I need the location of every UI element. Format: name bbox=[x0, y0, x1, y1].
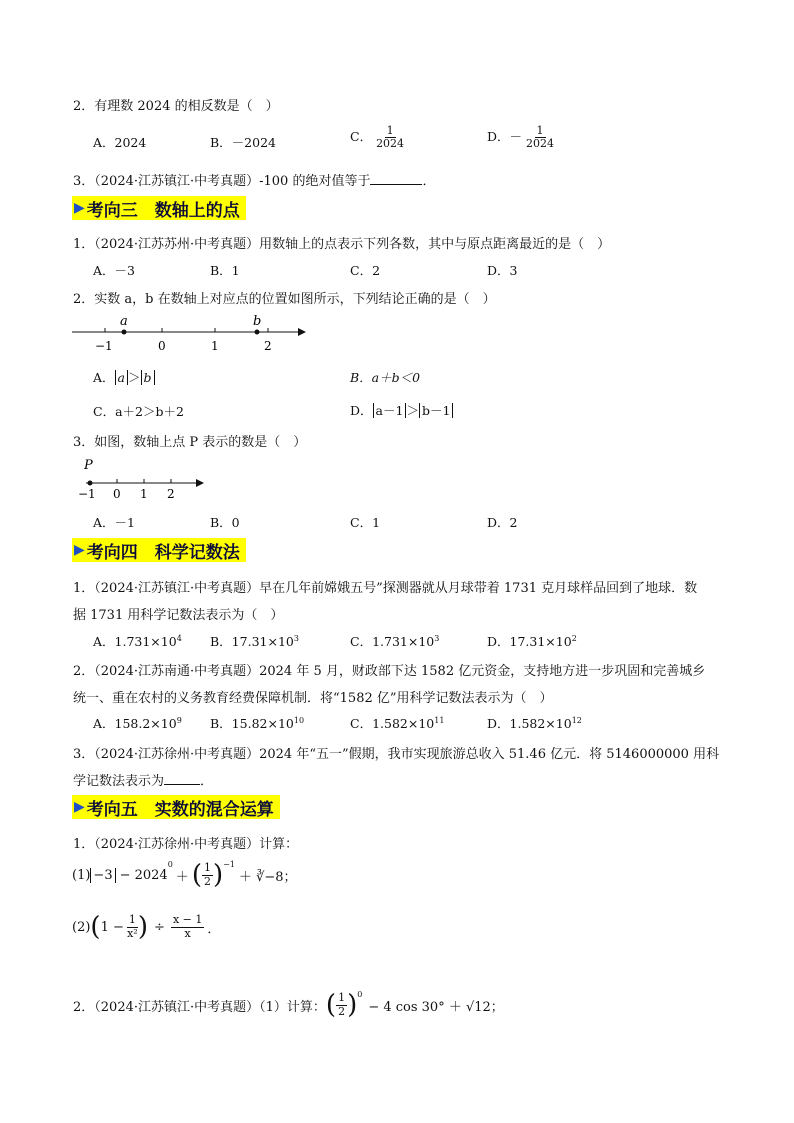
point-p-label: P bbox=[84, 458, 93, 473]
option-d bbox=[487, 125, 554, 150]
point-a bbox=[122, 330, 127, 335]
option-label: C． bbox=[350, 129, 373, 145]
question-stem: 1．（2024·江苏镇江·中考真题）早在几年前嫦娥五号”探测器就从月球带着 1731 克月球样品回到了地球．数 bbox=[73, 581, 698, 596]
option-d: D． a－1 ＞ b－1 bbox=[350, 401, 453, 419]
option-b: B．－2024 bbox=[210, 135, 276, 150]
tick-label: 0 bbox=[158, 339, 166, 353]
option-b: B．0 bbox=[210, 515, 240, 530]
option-b: B．$15.82\times 10^{10}$ bbox=[210, 715, 305, 731]
question-stem: 2．（2024·江苏南通·中考真题）2024 年 5 月，财政部下达 1582 亿元资金，支持地方进一步巩固和完善城乡 bbox=[73, 664, 706, 679]
fraction: $\frac{1}{2024}$ bbox=[526, 124, 555, 151]
option-d: D．2 bbox=[487, 515, 518, 530]
option-c: C．a＋2＞b＋2 bbox=[93, 404, 184, 419]
option-d: D．$1.582\times 10^{12}$ bbox=[487, 715, 582, 731]
question-stem-cont: 学记数法表示为 ． bbox=[73, 774, 214, 789]
option-c: C．1 bbox=[350, 515, 381, 530]
option-d: D．$17.31\times 10^2$ bbox=[487, 633, 577, 649]
number-line bbox=[72, 455, 212, 501]
tick-label: 0 bbox=[113, 487, 121, 501]
tick-label: 2 bbox=[167, 487, 175, 501]
triangle-icon: ▶ bbox=[74, 542, 85, 558]
question-stem: 2．实数 a，b 在数轴上对应点的位置如图所示，下列结论正确的是（ ） bbox=[73, 292, 496, 307]
option-c: C．$1.731\times 10^3$ bbox=[350, 633, 440, 649]
question-stem-cont: 统一、重在农村的义务教育经费保障机制．将“1582 亿”用科学记数法表示为（ ） bbox=[73, 691, 553, 706]
option-c bbox=[350, 125, 404, 150]
triangle-icon: ▶ bbox=[74, 200, 85, 216]
tick-label: 1 bbox=[140, 487, 148, 501]
triangle-icon: ▶ bbox=[74, 799, 85, 815]
point-p bbox=[88, 481, 93, 486]
question-stem: 2．（2024·江苏镇江·中考真题）（1）计算： ( $\frac{1}{2}$ ) $^0$ − 4 cos 30° ＋ √12 ； bbox=[73, 990, 504, 1020]
option-a: A． a ＞ b bbox=[93, 368, 155, 386]
answer-blank bbox=[164, 784, 200, 785]
tick-label: 2 bbox=[264, 339, 272, 353]
point-a-label: a bbox=[120, 314, 128, 329]
tick-label: 1 bbox=[211, 339, 219, 353]
option-c: C．$1.582\times 10^{11}$ bbox=[350, 715, 445, 731]
section-heading: ▶ 考向四 科学记数法 bbox=[72, 538, 246, 562]
question-stem: 3．（2024·江苏徐州·中考真题）2024 年“五一”假期，我市实现旅游总收入 51.46 亿元．将 5146000000 用科 bbox=[73, 747, 720, 762]
option-d: D．3 bbox=[487, 263, 518, 278]
option-a: A．2024 bbox=[93, 135, 147, 150]
answer-blank bbox=[370, 184, 422, 185]
number-line bbox=[70, 312, 310, 354]
question-stem: 3．如图，数轴上点 P 表示的数是（ ） bbox=[73, 435, 307, 450]
option-a: A．－3 bbox=[93, 263, 135, 278]
question-stem: 1．（2024·江苏徐州·中考真题）计算： bbox=[73, 837, 299, 852]
section-heading: ▶ 考向五 实数的混合运算 bbox=[72, 795, 280, 819]
arrow-icon bbox=[196, 479, 204, 487]
point-b bbox=[255, 330, 260, 335]
option-c: C．2 bbox=[350, 263, 381, 278]
question-stem: 1．（2024·江苏苏州·中考真题）用数轴上的点表示下列各数，其中与原点距离最近的是（ ） bbox=[73, 237, 611, 252]
tick-label: −1 bbox=[78, 487, 96, 501]
option-b: B．$17.31\times 10^3$ bbox=[210, 633, 299, 649]
expression-2: (2) ( 1 − $\frac{1}{\text{x²}}$ ) ÷ $\frac{x - 1}{x}$ ． bbox=[72, 912, 221, 942]
arrow-icon bbox=[298, 328, 306, 336]
tick-label: −1 bbox=[95, 339, 113, 353]
option-a: A．$158.2\times 10^9$ bbox=[93, 715, 182, 731]
option-b: B．1 bbox=[210, 263, 240, 278]
option-label: D．－ bbox=[487, 129, 523, 145]
question-stem-cont: 据 1731 用科学记数法表示为（ ） bbox=[73, 608, 284, 623]
option-a: A．$1.731\times 10^4$ bbox=[93, 633, 182, 649]
question-stem: 3．（2024·江苏镇江·中考真题）-100 的绝对值等于 ． bbox=[73, 174, 436, 189]
expression-1: (1) −3 − 2024 $^0$ ＋ ( $\frac{1}{2}$ ) $^{-1}$ ＋ ∛−8 ； bbox=[72, 860, 297, 890]
fraction: $\frac{1}{2024}$ bbox=[376, 124, 405, 151]
section-heading: ▶ 考向三 数轴上的点 bbox=[72, 196, 246, 220]
point-b-label: b bbox=[253, 314, 262, 329]
option-b: B．a＋b＜0 bbox=[350, 370, 421, 385]
question-stem: 2．有理数 2024 的相反数是（ ） bbox=[73, 99, 279, 114]
option-a: A．－1 bbox=[93, 515, 135, 530]
